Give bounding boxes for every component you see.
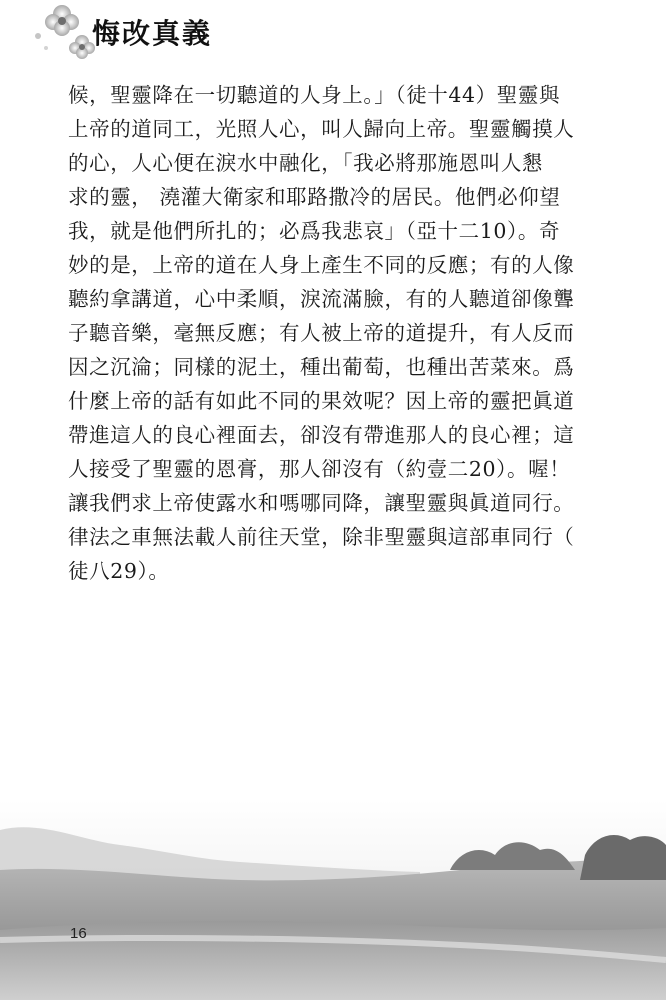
text-line: 帶進這人的良心裡面去，卻沒有帶進那人的良心裡；這 [68, 423, 575, 447]
text-line: 律法之車無法載人前往天堂，除非聖靈與這部車同行（ [68, 525, 575, 549]
body-text [68, 78, 588, 588]
text-line: 的心，人心便在淚水中融化，「我必將那施恩叫人懇 [68, 151, 544, 175]
text-line: 候，聖靈降在一切聽道的人身上。」（徒十44）聖靈與 [68, 83, 561, 107]
text-line: 人接受了聖靈的恩膏，那人卻沒有（約壹二20）。喔！ [68, 457, 571, 481]
text-line: 求的靈， 澆灌大衛家和耶路撒冷的居民。他們必仰望 [68, 185, 561, 209]
text-line: 徒八29）。 [68, 559, 170, 583]
landscape-background [0, 800, 666, 1000]
text-line: 什麼上帝的話有如此不同的果效呢？因上帝的靈把眞道 [68, 389, 575, 413]
text-line: 我，就是他們所扎的；必爲我悲哀」（亞十二10）。奇 [68, 219, 561, 243]
text-line: 因之沉淪；同樣的泥土，種出葡萄，也種出苦菜來。爲 [68, 355, 575, 379]
text-line: 子聽音樂，毫無反應；有人被上帝的道提升，有人反而 [68, 321, 575, 345]
page-number: 16 [70, 925, 87, 942]
text-line: 上帝的道同工，光照人心，叫人歸向上帝。聖靈觸摸人 [68, 117, 575, 141]
chapter-title: 悔改真義 [92, 17, 213, 50]
page-header [0, 0, 666, 70]
text-line: 讓我們求上帝使露水和嗎哪同降，讓聖靈與眞道同行。 [68, 491, 575, 515]
text-line: 聽約拿講道，心中柔順，淚流滿臉，有的人聽道卻像聾 [68, 287, 575, 311]
text-line: 妙的是，上帝的道在人身上產生不同的反應；有的人像 [68, 253, 575, 277]
